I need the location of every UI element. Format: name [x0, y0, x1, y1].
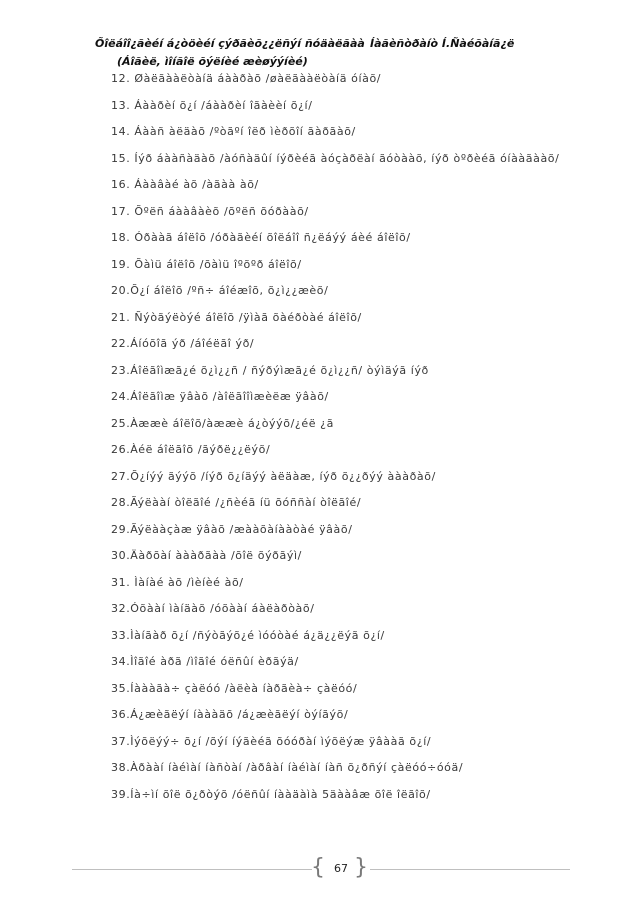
- glossary-list: [111, 66, 611, 808]
- glossary-entry: 35.Íàààãà÷ çàëóó /àëèà íàðãèà÷ çàëóó/: [111, 681, 358, 695]
- glossary-entry: 19. Õàìü áîëîõ /õàìü îºõºð áîëîõ/: [111, 257, 302, 271]
- glossary-entry: 33.Ìàíãàð õ¿í /ñýòãýõ¿é ìóóòàé á¿ä¿¿ëýã õ¿í/: [111, 628, 385, 642]
- glossary-entry: 39.Íà÷ìí õîë õ¿ðòýõ /óëñûí íààäàìà 5äààâæ õîë îëãîõ/: [111, 787, 431, 801]
- page-number: 67: [334, 862, 348, 875]
- glossary-entry: 26.Àéë áîëãîõ /ãýðë¿¿ëýõ/: [111, 443, 271, 456]
- glossary-entry: 22.Áíóõîã ýð /áîéëãî ýð/: [111, 337, 255, 350]
- running-header-line-1: Õîëáîî¿ãèéí á¿òöèéí çýðãèõ¿¿ëñýí ñóäàëãàà: [95, 37, 365, 50]
- glossary-entry: 15. Íýð áààñàäàõ /àóñàäûí íýðèéã àóçàðëàí ãóòààõ, íýð òºðèéã óíààãààõ/: [111, 151, 560, 165]
- glossary-entry: 32.Óõààí ìàíäàõ /óõààí áàëàðòàõ/: [111, 602, 315, 615]
- page-footer: [0, 853, 638, 883]
- glossary-entry: 38.Àðààí íàéìàí íàñòàí /àðâàí íàéìàí íàñ õ¿ðñýí çàëóó÷óóä/: [111, 761, 464, 774]
- glossary-entry: 37.Ìýõëýý÷ õ¿í /õýí íýãèéã õóóðàí ìýõëýæ ÿâààã õ¿í/: [111, 734, 432, 748]
- glossary-entry: 34.Ìîãîé àðã /ìîãîé óëñûí èðãýä/: [111, 655, 299, 668]
- glossary-entry: 20.Õ¿í áîëîõ /ºñ÷ áîéæîõ, õ¿ì¿¿æèõ/: [111, 284, 329, 297]
- glossary-entry: 28.Ãýëààí òîëãîé /¿ñèéã íü õóññàí òîëãîé/: [111, 496, 362, 509]
- glossary-entry: 31. Ìàíàé àõ /ìèíèé àõ/: [111, 575, 244, 589]
- glossary-entry: 27.Õ¿íýý ãýýõ /íýð õ¿íäýý àëäàæ, íýð õ¿¿ðýý àààðàõ/: [111, 469, 436, 483]
- glossary-entry: 12. Øàëãààëòàíä áààðàõ /øàëãààëòàíä óíàõ/: [111, 72, 382, 85]
- right-brace-ornament: }: [354, 855, 368, 880]
- glossary-entry: 24.Áîëãîìæ ÿâàõ /àîëãîîìæèëæ ÿâàõ/: [111, 390, 329, 403]
- footer-rule-left: [72, 869, 312, 870]
- left-brace-ornament: {: [311, 855, 325, 880]
- glossary-entry: 13. Áààðèí õ¿í /áààðèí îãàèèí õ¿í/: [111, 98, 313, 112]
- glossary-entry: 17. Õºëñ áààâàèõ /õºëñ õóðààõ/: [111, 204, 309, 218]
- running-header-line-2: (Áîãèë, ìîíãîë õýëíèé æèøýýíèé): [117, 55, 308, 68]
- glossary-entry: 23.Áîëãîìæã¿é õ¿ì¿¿ñ / ñýðýìæã¿é õ¿ì¿¿ñ/ òýìäýã íýð: [111, 363, 429, 377]
- glossary-entry: 16. Áààâàé àõ /àãàà àõ/: [111, 178, 259, 191]
- running-header-author: Íàãèñòðàíò Í.Ñàéõàíã¿ë: [370, 37, 515, 50]
- footer-rule-right: [370, 869, 570, 870]
- glossary-entry: 21. Ñýòãýëòýé áîëîõ /ÿìàã õàéðòàé áîëîõ/: [111, 310, 362, 324]
- glossary-entry: 14. Áààñ àëäàõ /ºòãºí îëð ìèðõîí ãàðãàõ/: [111, 125, 356, 138]
- glossary-entry: 30.Äàðõàí àààðãàà /õîë õýðãýì/: [111, 549, 302, 562]
- running-header-title: [95, 37, 365, 68]
- glossary-entry: 18. Óðààã áîëîõ /óðàãèéí õîëáîî ñ¿ëáýý áèé áîëîõ/: [111, 231, 411, 244]
- glossary-entry: 25.Àææè áîëîõ/àææè á¿òýýõ/¿éë ¿ã: [111, 416, 334, 430]
- glossary-entry: 36.Á¿æèãëýí íàààäõ /á¿æèãëýí òýíãýõ/: [111, 708, 349, 721]
- glossary-entry: 29.Ãýëààçàæ ÿâàõ /æààõàíààòàé ÿâàõ/: [111, 522, 353, 536]
